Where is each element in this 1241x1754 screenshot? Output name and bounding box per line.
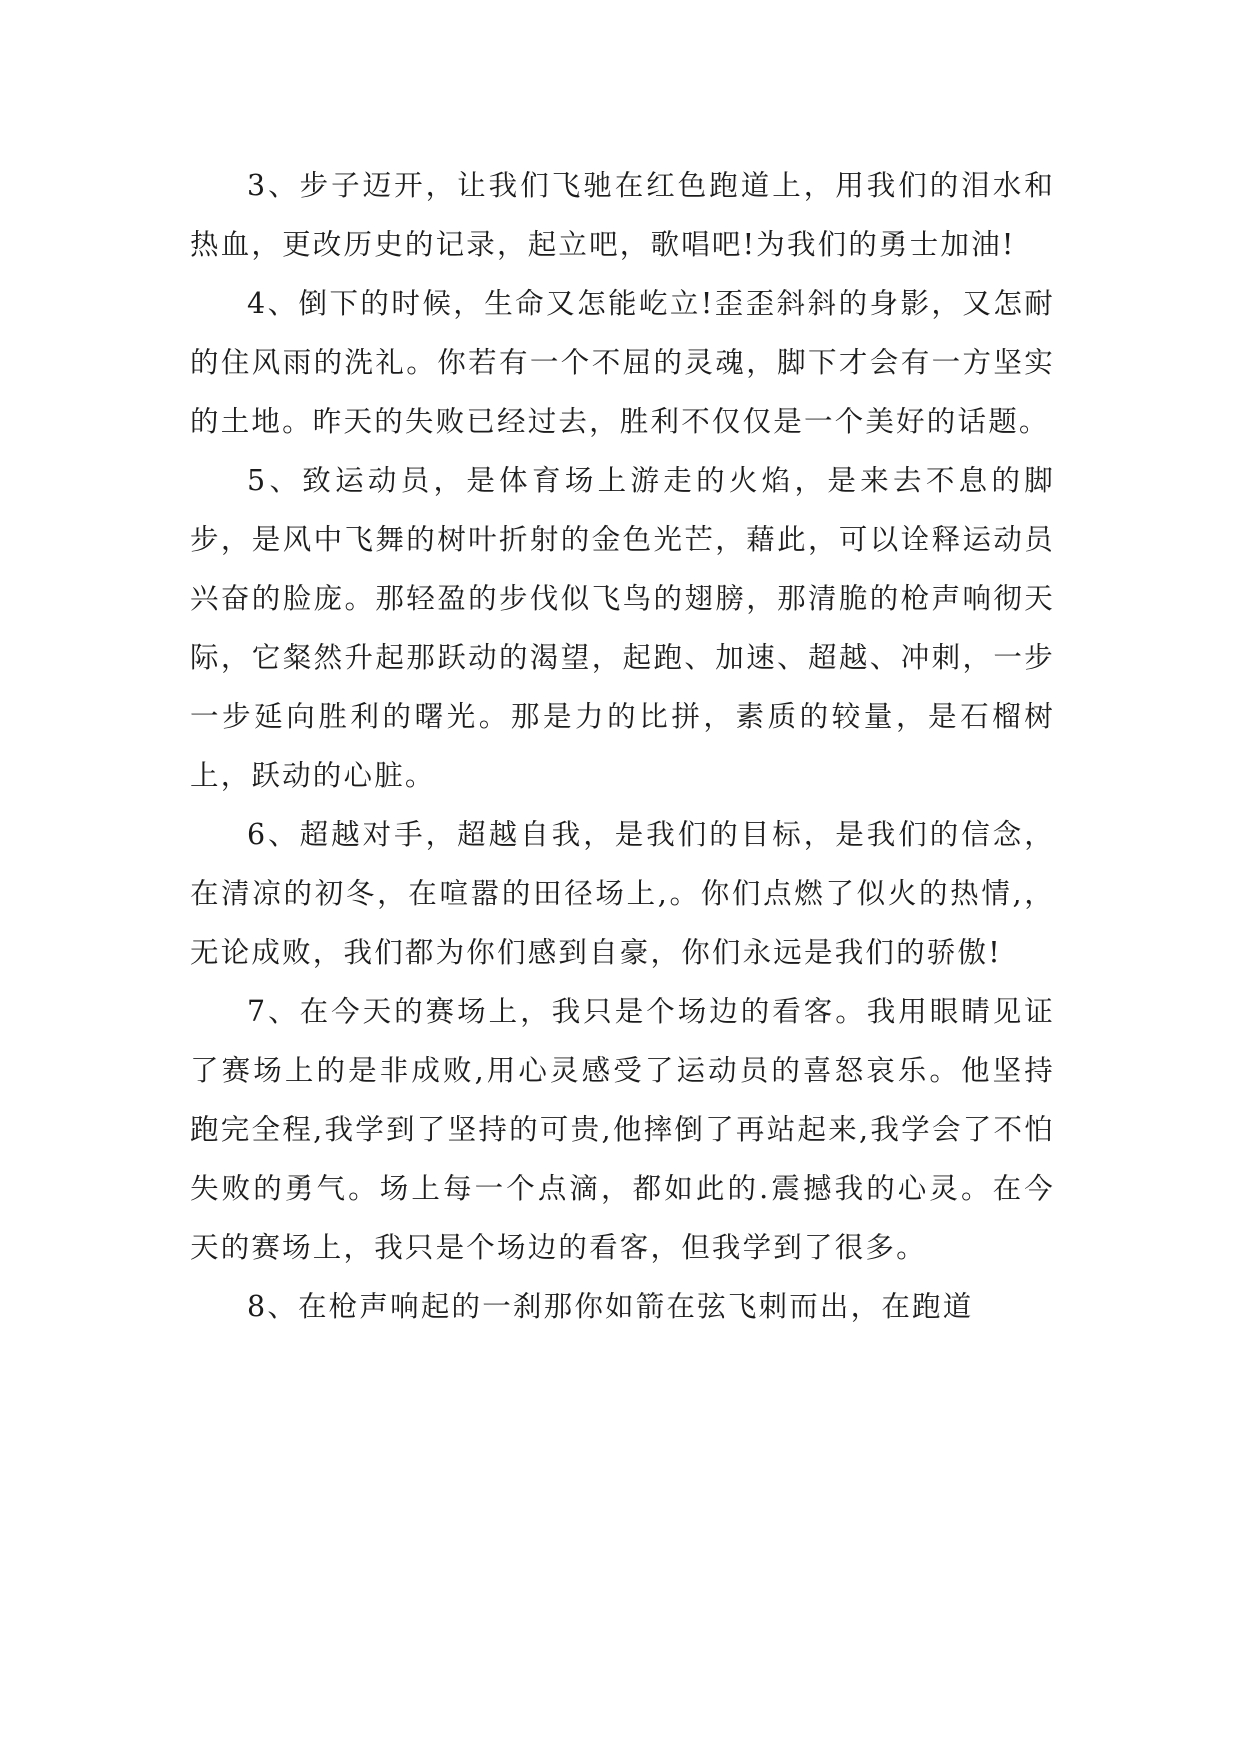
paragraph-5: 5、致运动员，是体育场上游走的火焰，是来去不息的脚步，是风中飞舞的树叶折射的金色光芒，藉此，可以诠释运动员兴奋的脸庞。那轻盈的步伐似飞鸟的翅膀，那清脆的枪声响彻天际，它粲然升起那跃动的渴望，起跑、加速、超越、冲刺，一步一步延向胜利的曙光。那是力的比拼，素质的较量，是石榴树上，跃动的心脏。 <box>190 464 1055 792</box>
paragraph-3: 3、步子迈开，让我们飞驰在红色跑道上，用我们的泪水和热血，更改历史的记录，起立吧，歌唱吧!为我们的勇士加油! <box>190 169 1055 261</box>
document-body <box>190 156 1055 1336</box>
paragraph-8: 8、在枪声响起的一刹那你如箭在弦飞刺而出，在跑道 <box>247 1290 974 1323</box>
paragraph-4: 4、倒下的时候，生命又怎能屹立!歪歪斜斜的身影，又怎耐的住风雨的洗礼。你若有一个不屈的灵魂，脚下才会有一方坚实的土地。昨天的失败已经过去，胜利不仅仅是一个美好的话题。 <box>190 287 1055 438</box>
paragraph-7: 7、在今天的赛场上，我只是个场边的看客。我用眼睛见证了赛场上的是非成败,用心灵感受了运动员的喜怒哀乐。他坚持跑完全程,我学到了坚持的可贵,他摔倒了再站起来,我学会了不怕失败的勇气。场上每一个点滴，都如此的.震撼我的心灵。在今天的赛场上，我只是个场边的看客，但我学到了很多。 <box>190 995 1055 1264</box>
paragraph-6: 6、超越对手，超越自我，是我们的目标，是我们的信念，在清凉的初冬，在喧嚣的田径场上,。你们点燃了似火的热情,，无论成败，我们都为你们感到自豪，你们永远是我们的骄傲! <box>190 818 1055 969</box>
